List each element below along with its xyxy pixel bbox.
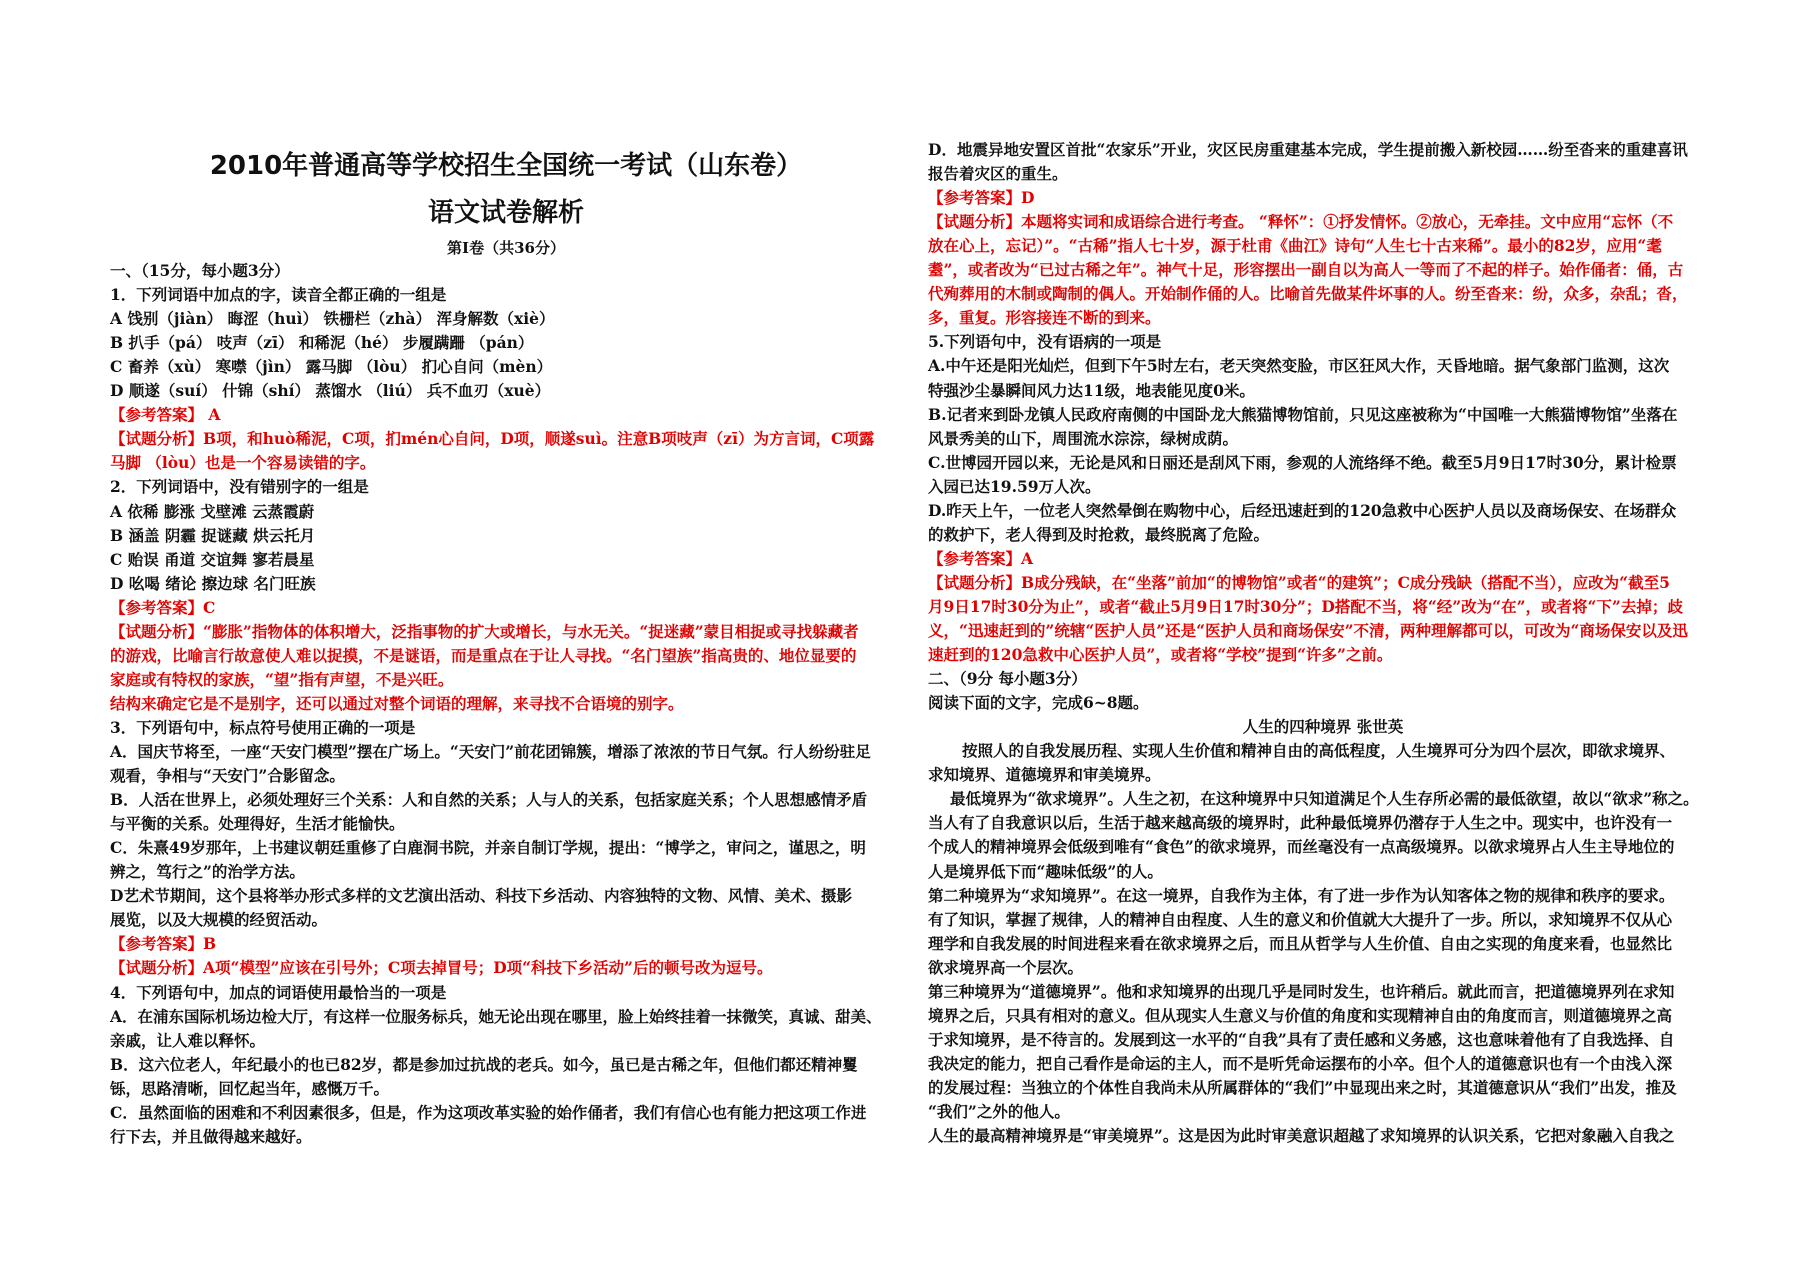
- right-text-line: 多，重复。形容接连不断的到来。: [928, 308, 1161, 328]
- right-text-line: 特强沙尘暴瞬间风力达11级，地表能见度0米。: [928, 380, 1255, 400]
- right-text-line: 【试题分析】B成分残缺，在“坐落”前加“的博物馆”或者“的建筑”；C成分残缺（搭配不当），应改为“截至5: [928, 572, 1670, 592]
- left-text-line: 的游戏，比喻言行故意使人难以捉摸，不是谜语，而是重点在于让人寻找。“名门望族”指高贵的、地位显要的: [110, 645, 857, 665]
- right-text-line: 于求知境界，是不待言的。发展到这一水平的“自我”具有了责任感和义务感，这也意味着他有了自我选择、自: [928, 1029, 1675, 1049]
- left-text-line: B．人活在世界上，必须处理好三个关系：人和自然的关系；人与人的关系，包括家庭关系；个人思想感情矛盾: [110, 790, 868, 810]
- left-text-line: 一、（15分，每小题3分）: [110, 261, 290, 280]
- left-text-line: D 顺遂（suí） 什锦（shí） 蒸馏水 （liú） 兵不血刃（xuè）: [110, 381, 551, 401]
- left-text-line: 2．下列词语中，没有错别字的一组是: [110, 477, 369, 497]
- left-text-line: B 扒手（pá） 吱声（zī） 和稀泥（hé） 步履蹒跚 （pán）: [110, 333, 534, 353]
- right-text-line: 按照人的自我发展历程、实现人生价值和精神自由的高低程度，人生境界可分为四个层次，即欲求境界、: [962, 741, 1676, 761]
- left-text-line: D艺术节期间，这个县将举办形式多样的文艺演出活动、科技下乡活动、内容独特的文物、风情、美术、摄影: [110, 886, 852, 906]
- left-text-line: 【试题分析】“膨胀”指物体的体积增大，泛指事物的扩大或增长，与水无关。“捉迷藏”蒙目相捉或寻找躲藏者: [110, 621, 859, 641]
- volume-heading: 第Ⅰ卷（共36分）: [447, 239, 565, 257]
- right-text-line: 月9日17时30分为止”，或者“截止5月9日17时30分”；D搭配不当，将“经”改为“在”，或者将“下”去掉；歧: [928, 596, 1683, 616]
- right-text-line: 的发展过程：当独立的个体性自我尚未从所属群体的“我们”中显现出来之时，其道德意识从“我们”出发，推及: [928, 1077, 1677, 1097]
- right-text-line: 【参考答案】D: [928, 188, 1035, 208]
- left-text-line: 与平衡的关系。处理得好，生活才能愉快。: [110, 814, 405, 834]
- left-text-line: C 贻误 甬道 交谊舞 寥若晨星: [110, 549, 315, 569]
- right-text-line: 报告着灾区的重生。: [928, 164, 1068, 184]
- right-text-line: 【参考答案】A: [928, 548, 1034, 568]
- left-text-line: 3．下列语句中，标点符号使用正确的一项是: [110, 717, 416, 737]
- right-text-line: 的救护下，老人得到及时抢救，最终脱离了危险。: [928, 524, 1270, 544]
- left-text-line: C 畜养（xù） 寒噤（jìn） 露马脚 （lòu） 扪心自问（mèn）: [110, 357, 553, 377]
- right-text-line: A.中午还是阳光灿烂，但到下午5时左右，老天突然变脸，市区狂风大作，天昏地暗。据气象部门监测，这次: [928, 356, 1670, 376]
- left-text-line: A．在浦东国际机场边检大厅，有这样一位服务标兵，她无论出现在哪里，脸上始终挂着一抹微笑，真诚、甜美、: [110, 1006, 882, 1026]
- right-text-line: 人生的四种境界 张世英: [1242, 717, 1404, 737]
- right-text-line: 风景秀美的山下，周围流水淙淙，绿树成荫。: [928, 428, 1239, 448]
- left-text-line: 铄，思路清晰，回忆起当年，感慨万千。: [110, 1078, 390, 1098]
- right-text-line: 速赶到的120急救中心医护人员”，或者将“学校”提到“许多”之前。: [928, 645, 1393, 665]
- right-text-line: 5.下列语句中，没有语病的一项是: [928, 332, 1162, 352]
- left-text-line: 辨之，笃行之”的治学方法。: [110, 862, 305, 882]
- left-text-line: 行下去，并且做得越来越好。: [110, 1126, 312, 1146]
- right-text-line: C.世博园开园以来，无论是风和日丽还是刮风下雨，参观的人流络绎不绝。截至5月9日17时30分，累计检票: [928, 452, 1677, 472]
- left-text-line: A 依稀 膨涨 戈壁滩 云蒸霞蔚: [110, 501, 315, 521]
- right-text-line: 欲求境界高一个层次。: [928, 957, 1084, 977]
- document-subtitle: 语文试卷解析: [427, 198, 584, 228]
- left-text-line: A．国庆节将至，一座“天安门模型”摆在广场上。“天安门”前花团锦簇，增添了浓浓的节日气氛。行人纷纷驻足: [110, 742, 871, 761]
- right-text-line: 有了知识，掌握了规律，人的精神自由程度、人生的意义和价值就大大提升了一步。所以，求知境界不仅从心: [928, 909, 1673, 929]
- left-text-line: C．虽然面临的困难和不利因素很多，但是，作为这项改革实验的始作俑者，我们有信心也有能力把这项工作进: [110, 1102, 867, 1122]
- right-text-line: 人生的最高精神境界是“审美境界”。这是因为此时审美意识超越了求知境界的认识关系，它把对象融入自我之: [928, 1126, 1675, 1146]
- right-text-line: 境界之后，只具有相对的意义。但从现实人生意义与价值的角度和实现精神自由的角度而言，则道德境界之高: [928, 1005, 1673, 1025]
- right-text-line: 义，“迅速赶到的”统辖“医护人员”还是“医护人员和商场保安”不清，两种理解都可以，可改为“商场保安以及迅: [928, 621, 1688, 640]
- left-text-line: 【试题分析】B项，和huò稀泥，C项，扪mén心自问，D项，顺遂suì。注意B项吱声（zī）为方言词，C项露: [110, 429, 875, 449]
- right-text-line: 我决定的能力，把自己看作是命运的主人，而不是听凭命运摆布的小卒。但个人的道德意识也有一个由浅入深: [928, 1053, 1673, 1073]
- right-text-line: 最低境界为“欲求境界”。人生之初，在这种境界中只知道满足个人生存所必需的最低欲望，故以“欲求”称之。: [950, 789, 1699, 809]
- right-text-line: 个成人的精神境界会低级到唯有“食色”的欲求境界，而丝毫没有一点高级境界。以欲求境界占人生主导地位的: [928, 837, 1675, 857]
- left-text-line: 【参考答案】B: [110, 934, 217, 954]
- left-text-line: 观看，争相与“天安门”合影留念。: [110, 766, 345, 786]
- left-text-line: 4．下列语句中，加点的词语使用最恰当的一项是: [110, 982, 447, 1002]
- right-text-line: D.昨天上午，一位老人突然晕倒在购物中心，后经迅速赶到的120急救中心医护人员以及商场保安、在场群众: [928, 500, 1677, 520]
- right-text-line: 【试题分析】本题将实词和成语综合进行考查。 “释怀”：①抒发情怀。②放心，无牵挂。文中应用“忘怀（不: [928, 212, 1674, 232]
- right-text-line: 理学和自我发展的时间进程来看在欲求境界之后，而且从哲学与人生价值、自由之实现的角度来看，也显然比: [928, 933, 1673, 953]
- left-text-line: 1．下列词语中加点的字，读音全都正确的一组是: [110, 285, 447, 305]
- right-text-line: 阅读下面的文字，完成6~8题。: [928, 693, 1149, 713]
- right-text-line: 入园已达19.59万人次。: [928, 476, 1101, 496]
- right-text-line: 二、（9分 每小题3分）: [928, 669, 1087, 689]
- right-text-line: 放在心上，忘记）”。“古稀”指人七十岁，源于杜甫《曲江》诗句“人生七十古来稀”。最小的82岁，应用“耄: [928, 236, 1662, 256]
- left-text-line: 【参考答案】 A: [110, 405, 221, 425]
- document-title: 2010年普通高等学校招生全国统一考试（山东卷）: [209, 151, 803, 181]
- right-text-line: 第二种境界为“求知境界”。在这一境界，自我作为主体，有了进一步作为认知客体之物的规律和秩序的要求。: [928, 885, 1675, 905]
- right-text-line: 当人有了自我意识以后，生活于越来越高级的境界时，此种最低境界仍潜存于人生之中。现实中，也许没有一: [928, 813, 1673, 833]
- right-text-line: 代殉葬用的木制或陶制的偶人。开始制作俑的人。比喻首先做某件坏事的人。纷至沓来：纷，众多，杂乱；沓，: [928, 284, 1688, 304]
- right-text-line: 第三种境界为“道德境界”。他和求知境界的出现几乎是同时发生，也许稍后。就此而言，把道德境界列在求知: [928, 981, 1675, 1001]
- left-text-line: 结构来确定它是不是别字，还可以通过对整个词语的理解，来寻找不合语境的别字。: [110, 693, 684, 713]
- left-text-line: A 饯别（jiàn） 晦涩（huì） 铁栅栏（zhà） 浑身解数（xiè）: [110, 309, 555, 329]
- left-text-line: 家庭或有特权的家族，“望”指有声望，不是兴旺。: [110, 669, 454, 689]
- left-text-line: 【试题分析】A项“模型”应该在引号外；C项去掉冒号；D项“科技下乡活动”后的顿号改为逗号。: [110, 958, 773, 978]
- right-text-line: D．地震异地安置区首批“农家乐”开业，灾区民房重建基本完成，学生提前搬入新校园……纷至沓来的重建喜讯: [928, 140, 1688, 159]
- right-text-line: 耋”，或者改为“已过古稀之年”。神气十足，形容摆出一副自以为高人一等而了不起的样子。始作俑者：俑，古: [928, 260, 1684, 280]
- left-text-line: D 吆喝 绪论 擦边球 名门旺族: [110, 573, 316, 593]
- right-text-line: B.记者来到卧龙镇人民政府南侧的中国卧龙大熊猫博物馆前，只见这座被称为“中国唯一大熊猫博物馆”坐落在: [928, 404, 1678, 424]
- left-text-line: B．这六位老人，年纪最小的也已82岁，都是参加过抗战的老兵。如今，虽已是古稀之年，但他们都还精神矍: [110, 1054, 858, 1074]
- left-text-line: B 涵盖 阴霾 捉谜藏 烘云托月: [110, 525, 316, 545]
- right-text-line: “我们”之外的他人。: [928, 1102, 1070, 1121]
- right-text-line: 求知境界、道德境界和审美境界。: [928, 765, 1161, 785]
- right-text-line: 人是境界低下而“趣味低级”的人。: [928, 861, 1163, 881]
- left-text-line: 【参考答案】C: [110, 597, 216, 617]
- left-text-line: 马脚 （lòu）也是一个容易读错的字。: [110, 453, 376, 473]
- left-text-line: 展览，以及大规模的经贸活动。: [110, 910, 328, 930]
- left-text-line: 亲戚，让人难以释怀。: [110, 1030, 266, 1050]
- left-text-line: C．朱熹49岁那年，上书建议朝廷重修了白鹿洞书院，并亲自制订学规，提出：“博学之，审问之，谨思之，明: [110, 838, 866, 858]
